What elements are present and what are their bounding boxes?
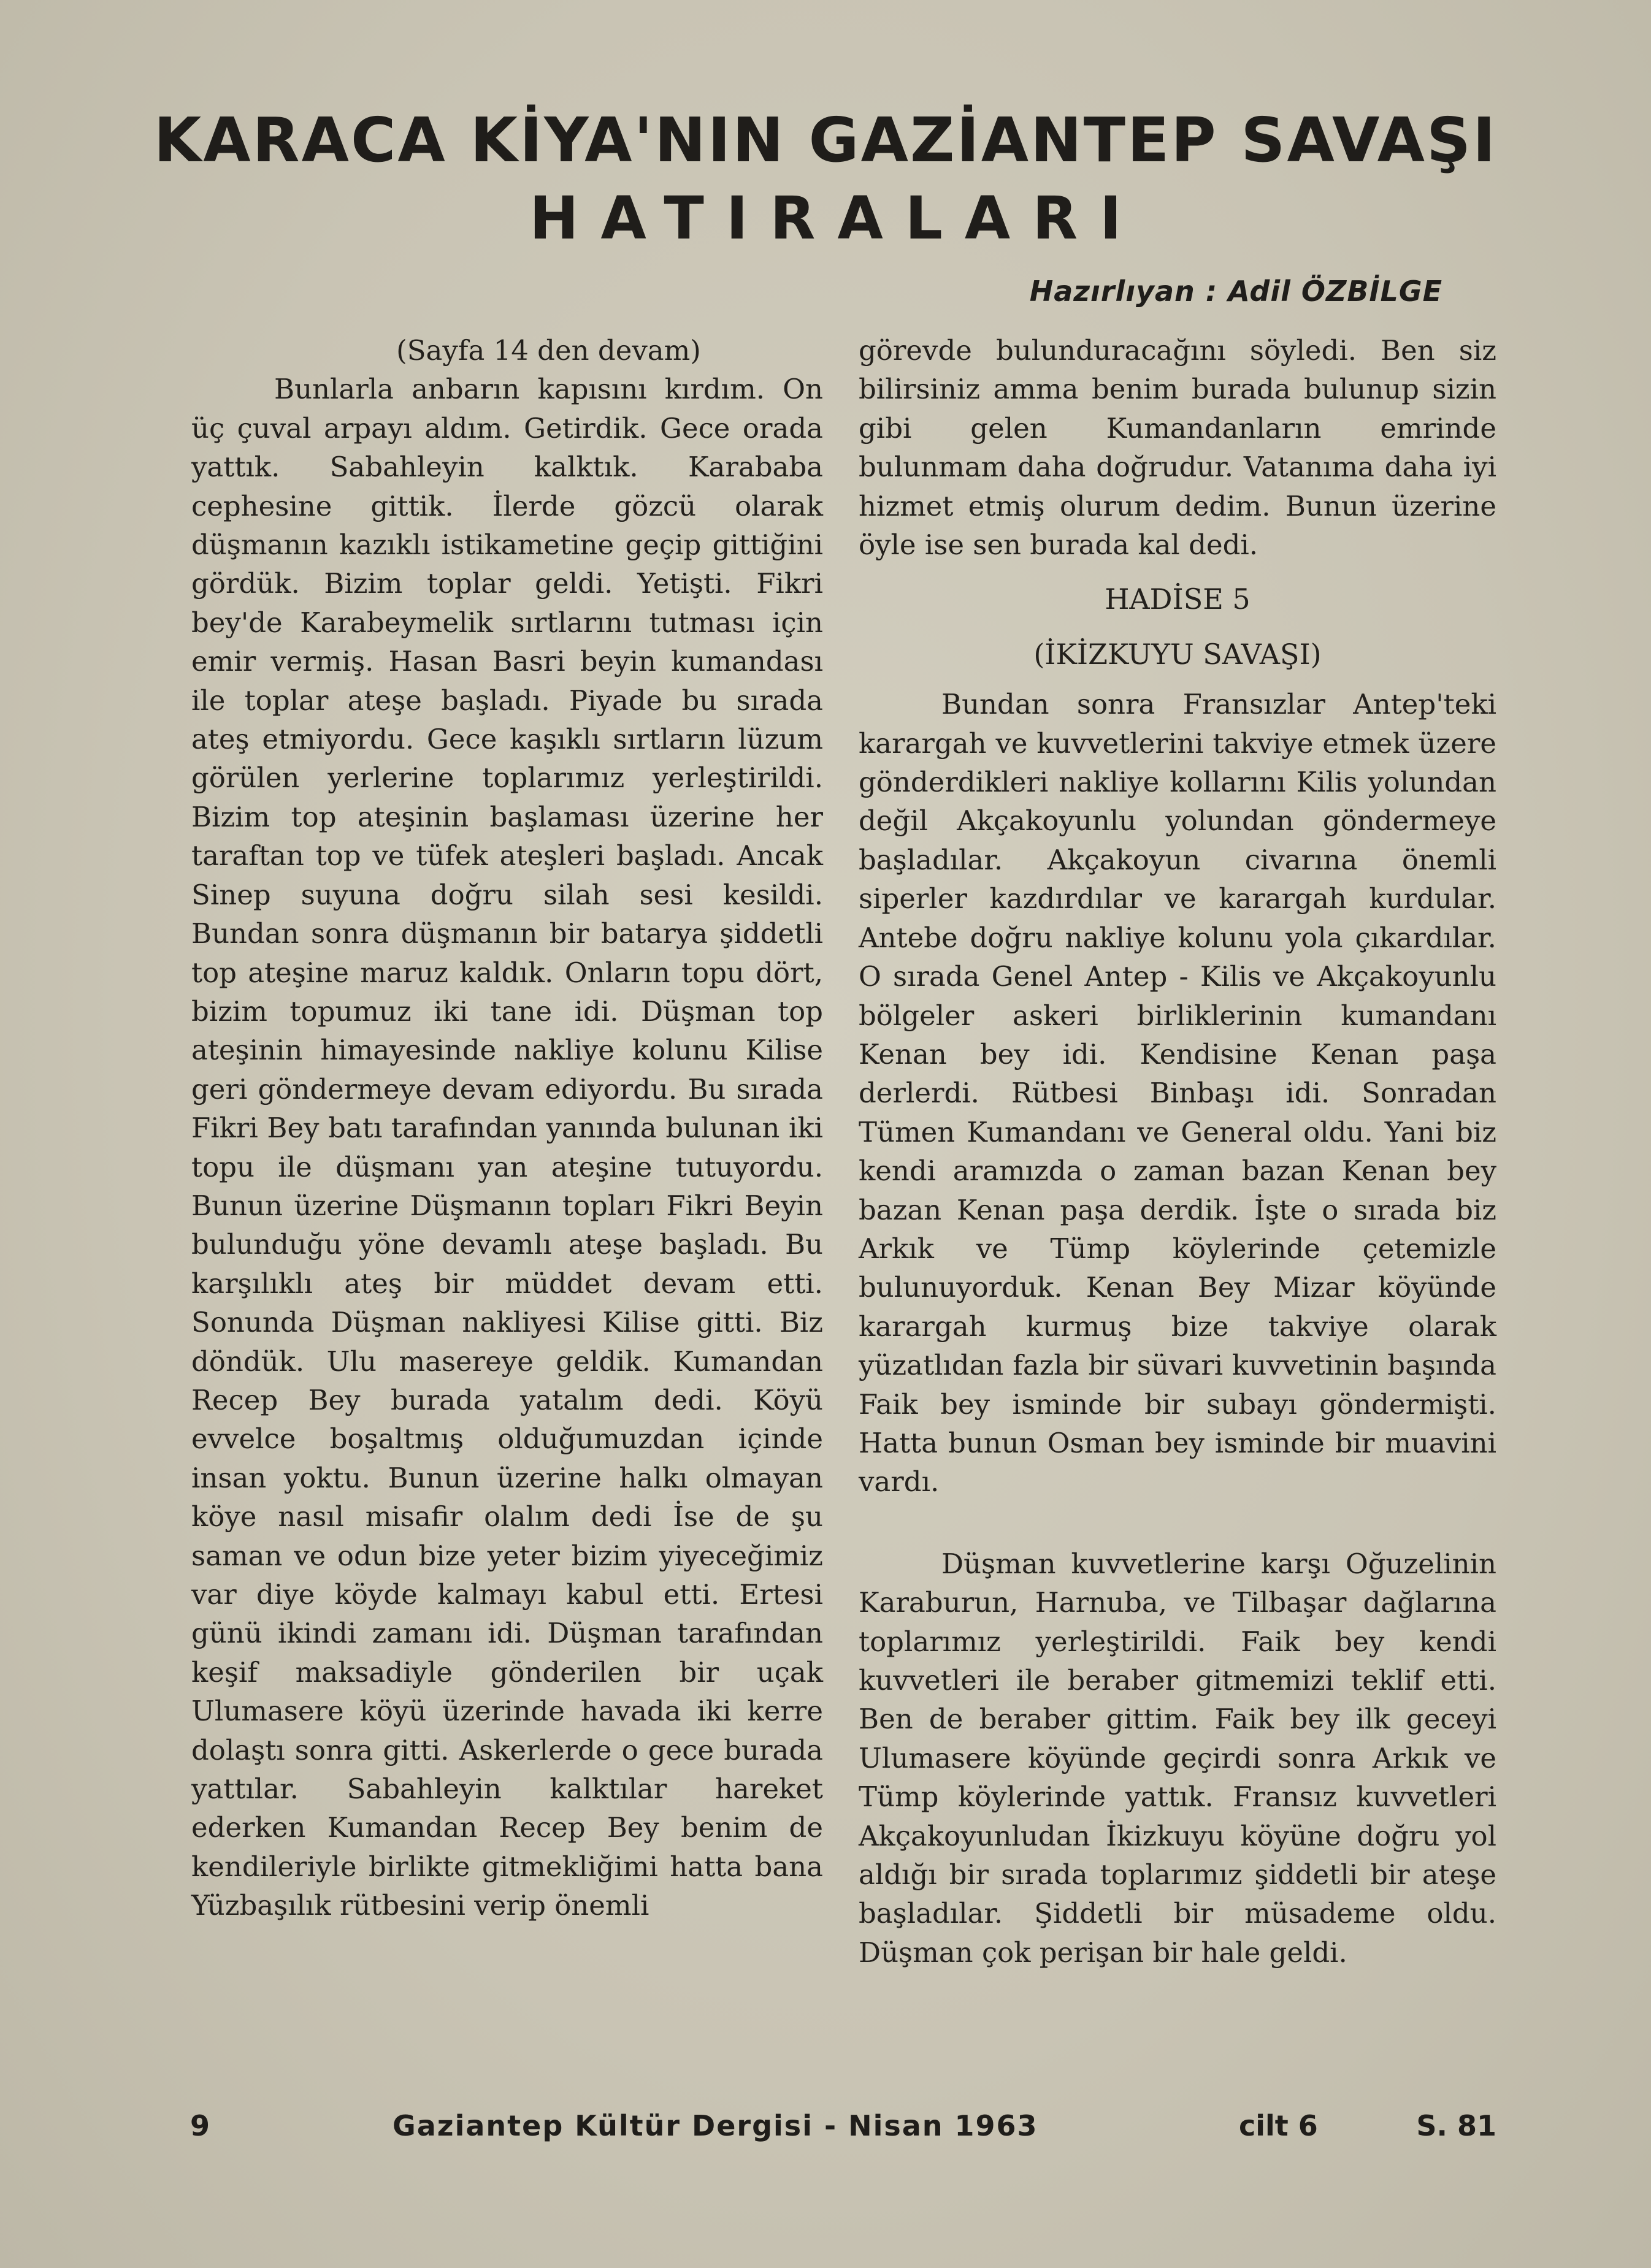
body-paragraph: Bunlarla anbarın kapısını kırdım. On üç çuval arpayı aldım. Getirdik. Gece orada yattık. Sabahleyin kalktık. Karababa cephesine gittik. İlerde gözcü olarak düşmanın kazıklı istikametine geçip gittiğini gördük. Bizim toplar geldi. Yetişti. Fikri bey'de Karabeymelik sırtlarını tutması için emir vermiş. Hasan Basri beyin kumandası ile toplar ateşe başladı. Piyade bu sırada ateş etmiyordu. Gece kaşıklı sırtların lüzum görülen yerlerine toplarımız yerleştirildi. Bizim top ateşinin başlaması üzerine her taraftan top ve tüfek ateşleri başladı. Ancak Sinep suyuna doğru silah sesi kesildi. Bundan sonra düşmanın bir batarya şiddetli top ateşine maruz kaldık. Onların topu dört, bizim topumuz iki tane idi. Düşman top ateşinin himayesinde nakliye kolunu Kilise geri göndermeye devam ediyordu. Bu sırada Fikri Bey batı tarafından yanında bulunan iki topu ile düşmanı yan ateşine tutuyordu. Bunun üzerine Düşmanın topları Fikri Beyin bulunduğu yöne devamlı ateşe başladı. Bu karşılıklı ateş bir müddet devam etti. Sonunda Düşman nakliyesi Kilise gitti. Biz döndük. Ulu masereye geldik. Kumandan Recep Bey burada yatalım dedi. Köyü evvelce boşaltmış olduğumuzdan içinde insan yoktu. Bunun üzerine halkı olmayan köye nasıl misafir olalım dedi İse de şu saman ve odun bize yeter bizim yiyeceğimiz var diye köyde kalmayı kabul etti. Ertesi günü ikindi zamanı idi. Düşman tarafından keşif maksadiyle gönderilen bir uçak Ulumasere köyü üzerinde havada iki kerre dolaştı sonra gitti. Askerlerde o gece burada yattılar. Sabahleyin kalktılar hareket ederken Kumandan Recep Bey benim de kendileriyle birlikte gitmekliğimi hatta bana Yüzbaşılık rütbesini verip önemli <box>191 373 823 1922</box>
section-heading: HADİSE 5 <box>1105 582 1251 616</box>
issue-label: S. 81 <box>1416 2109 1496 2142</box>
body-paragraph: Düşman kuvvetlerine karşı Oğuzelinin Karaburun, Harnuba, ve Tilbaşar dağlarına toplarımız yerleştirildi. Faik bey kendi kuvvetleri ile beraber gitmemizi teklif etti. Ben de beraber gittim. Faik bey ilk geceyi Ulumasere köyünde geçirdi sonra Arkık ve Tümp köylerinde yattık. Fransız kuvvetleri Akçakoyunludan İkizkuyu köyüne doğru yol aldığı bir sırada toplarımız şiddetli bir ateşe başladılar. Şiddetli bir müsademe oldu. Düşman çok perişan bir hale geldi. <box>859 1547 1496 1969</box>
paragraph-gap <box>859 1502 1496 1544</box>
page-number: 9 <box>190 2109 210 2142</box>
article-title-line-2: HATIRALARI <box>529 184 1144 253</box>
journal-name: Gaziantep Kültür Dergisi - Nisan 1963 <box>393 2109 1038 2142</box>
author-byline: Hazırlıyan : Adil ÖZBİLGE <box>1029 275 1442 308</box>
page-footer <box>190 2109 1496 2152</box>
body-paragraph-continued: görevde bulunduracağını söyledi. Ben siz bilirsiniz amma benim burada bulunup sizin gibi gelen Kumandanların emrinde bulunmam daha doğrudur. Vatanıma daha iyi hizmet etmiş olurum dedim. Bunun üzerine öyle ise sen burada kal dedi. <box>859 334 1496 562</box>
right-column <box>859 331 1496 1972</box>
volume-label: cilt 6 <box>1239 2109 1318 2142</box>
continuation-note: (Sayfa 14 den devam) <box>396 334 701 367</box>
body-paragraph: Bundan sonra Fransızlar Antep'teki karargah ve kuvvetlerini takviye etmek üzere gönderdikleri nakliye kollarını Kilis yolundan değil Akçakoyunlu yolundan göndermeye başladılar. Akçakoyun civarına önemli siperler kazdırdılar ve karargah kurdular. Antebe doğru nakliye kolunu yola çıkardılar. O sırada Genel Antep - Kilis ve Akçakoyunlu bölgeler askeri birliklerinin kumandanı Kenan bey idi. Kendisine Kenan paşa derlerdi. Rütbesi Binbaşı idi. Sonradan Tümen Kumandanı ve General oldu. Yani biz kendi aramızda o zaman bazan Kenan bey bazan Kenan paşa derdik. İşte o sırada biz Arkık ve Tümp köylerinde çetemizle bulunuyorduk. Kenan Bey Mizar köyünde karargah kurmuş bize takviye olarak yüzatlıdan fazla bir süvari kuvvetinin başında Faik bey isminde bir subayı göndermişti. Hatta bunun Osman bey isminde bir muavini vardı. <box>859 688 1496 1499</box>
article-title: KARACA KİYA'NIN GAZİANTEP SAVAŞI <box>153 104 1498 176</box>
section-subheading: (İKİZKUYU SAVAŞI) <box>1033 637 1322 671</box>
left-column <box>191 331 823 1925</box>
